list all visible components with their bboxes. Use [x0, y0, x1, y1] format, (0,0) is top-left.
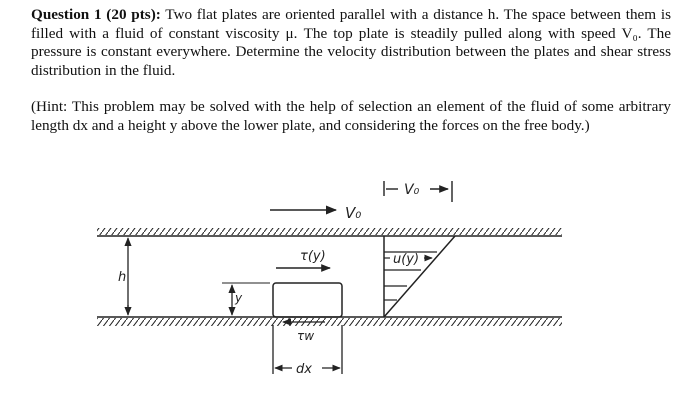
bottom-plate — [97, 317, 562, 326]
v0-arrow-label: V₀ — [345, 204, 362, 222]
question-heading: Question 1 (20 pts): — [31, 6, 161, 23]
velocity-profile — [384, 236, 455, 317]
question-body: Two flat plates are oriented parallel with a distance h. The space between them is filled with a fluid of constant viscosity μ. The top plate is steadily pulled along with speed V₀. The pressure is constant everywhere. Determine the velocity distribution between the plates and shear stress distribution in the fluid. — [31, 6, 671, 79]
top-plate — [97, 228, 562, 236]
fluid-element — [273, 283, 342, 317]
hint-paragraph: (Hint: This problem may be solved with the help of selection an element of the fluid of some arbitrary length dx and a height y above the lower plate, and considering the forces on the free body.) — [31, 98, 671, 134]
tau-w-label: τw — [297, 329, 315, 343]
h-label: h — [118, 270, 127, 285]
y-label: y — [235, 291, 243, 305]
y-dimension-line — [222, 283, 270, 315]
u-y-label: u(y) — [393, 252, 420, 267]
tau-y-label: τ(y) — [300, 249, 326, 264]
v0-dimension-label: V₀ — [404, 182, 420, 198]
dx-label: dx — [296, 362, 312, 377]
